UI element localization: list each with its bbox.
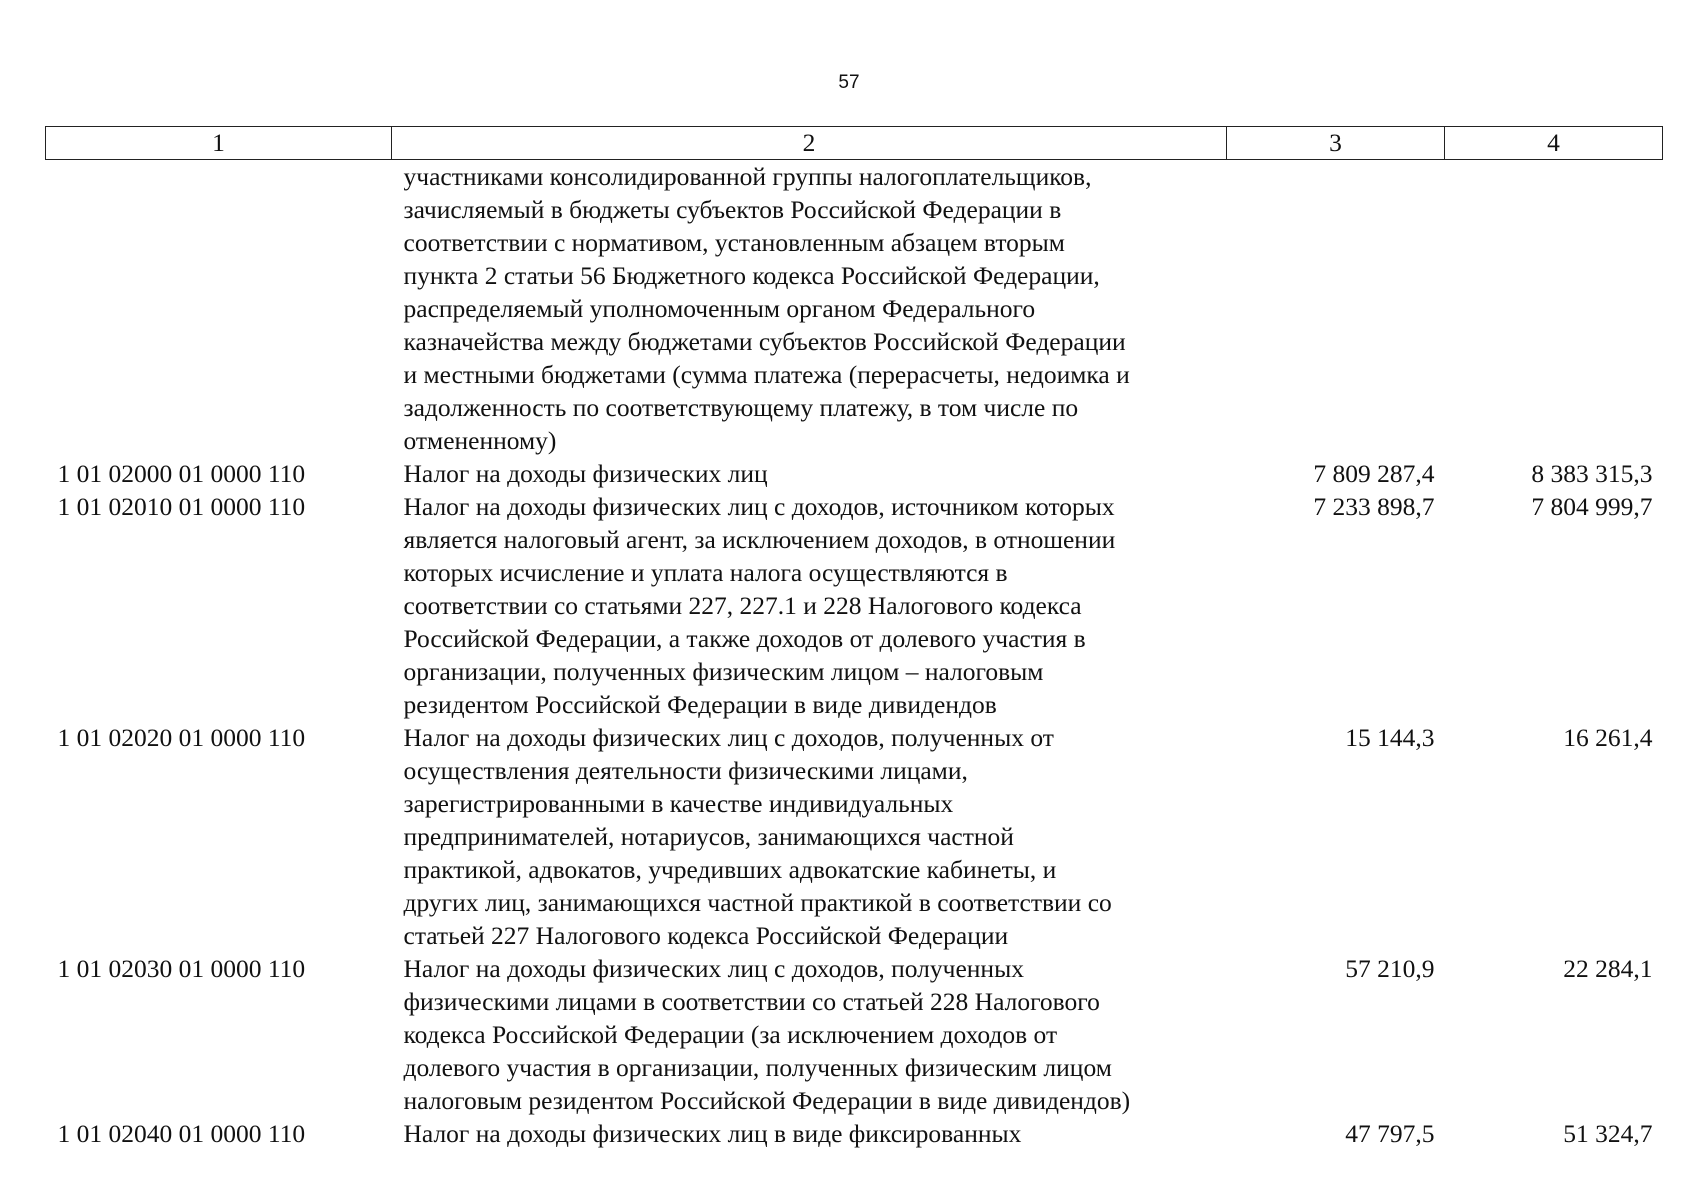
budget-code: 1 01 02020 01 0000 110 bbox=[57, 723, 306, 752]
table-row bbox=[46, 1117, 1663, 1150]
description-line: зачисляемый в бюджеты субъектов Российской Федерации в bbox=[403, 195, 1062, 224]
revenue-table bbox=[45, 126, 1663, 1150]
description-line: долевого участия в организации, полученных физическим лицом bbox=[403, 1053, 1112, 1082]
amount-col-4: 22 284,1 bbox=[1563, 954, 1653, 983]
description-line: других лиц, занимающихся частной практикой в соответствии со bbox=[403, 888, 1112, 917]
description-line: физическими лицами в соответствии со статьей 228 Налогового bbox=[403, 987, 1100, 1016]
amount-col-4 bbox=[1445, 160, 1663, 458]
description-line: Налог на доходы физических лиц с доходов, полученных от bbox=[403, 723, 1054, 752]
table-row bbox=[46, 721, 1663, 952]
amount-col-3: 57 210,9 bbox=[1345, 954, 1435, 983]
revenue-description bbox=[392, 457, 1227, 490]
page-number: 57 bbox=[838, 72, 860, 93]
description-line: распределяемый уполномоченным органом Федерального bbox=[403, 294, 1036, 323]
amount-col-3: 15 144,3 bbox=[1345, 723, 1435, 752]
budget-code: 1 01 02000 01 0000 110 bbox=[57, 459, 306, 488]
description-line: отмененному) bbox=[403, 426, 557, 455]
revenue-description bbox=[392, 952, 1227, 1117]
description-line: Налог на доходы физических лиц с доходов, источником которых bbox=[403, 492, 1115, 521]
header-col-2: 2 bbox=[392, 127, 1227, 160]
header-col-3: 3 bbox=[1227, 127, 1445, 160]
description-line: и местными бюджетами (сумма платежа (перерасчеты, недоимка и bbox=[403, 360, 1130, 389]
description-line: Налог на доходы физических лиц bbox=[403, 459, 768, 488]
revenue-description bbox=[392, 721, 1227, 952]
amount-col-3: 7 809 287,4 bbox=[1313, 459, 1435, 488]
budget-code: 1 01 02010 01 0000 110 bbox=[57, 492, 306, 521]
amount-col-4: 51 324,7 bbox=[1563, 1119, 1653, 1148]
table-row bbox=[46, 490, 1663, 721]
amount-col-3 bbox=[1227, 160, 1445, 458]
amount-col-4: 8 383 315,3 bbox=[1531, 459, 1653, 488]
description-line: резидентом Российской Федерации в виде дивидендов bbox=[403, 690, 997, 719]
table-header bbox=[46, 127, 1663, 160]
amount-col-3: 47 797,5 bbox=[1345, 1119, 1435, 1148]
description-line: Налог на доходы физических лиц в виде фиксированных bbox=[403, 1119, 1022, 1148]
description-line: налоговым резидентом Российской Федерации в виде дивидендов) bbox=[403, 1086, 1131, 1115]
budget-code: 1 01 02040 01 0000 110 bbox=[57, 1119, 306, 1148]
description-line: Российской Федерации, а также доходов от долевого участия в bbox=[403, 624, 1086, 653]
description-line: зарегистрированными в качестве индивидуальных bbox=[403, 789, 954, 818]
revenue-description bbox=[392, 490, 1227, 721]
table-row bbox=[46, 457, 1663, 490]
revenue-description bbox=[392, 1117, 1227, 1150]
header-row bbox=[46, 127, 1663, 160]
description-line: статьей 227 Налогового кодекса Российской Федерации bbox=[403, 921, 1009, 950]
description-line: которых исчисление и уплата налога осуществляются в bbox=[403, 558, 1008, 587]
description-line: осуществления деятельности физическими лицами, bbox=[403, 756, 968, 785]
description-line: задолженность по соответствующему платежу, в том числе по bbox=[403, 393, 1079, 422]
description-line: казначейства между бюджетами субъектов Российской Федерации bbox=[403, 327, 1126, 356]
budget-code bbox=[46, 160, 392, 458]
description-line: предпринимателей, нотариусов, занимающихся частной bbox=[403, 822, 1014, 851]
description-line: участниками консолидированной группы налогоплательщиков, bbox=[403, 162, 1092, 191]
description-line: пункта 2 статьи 56 Бюджетного кодекса Российской Федерации, bbox=[403, 261, 1100, 290]
description-line: Налог на доходы физических лиц с доходов, полученных bbox=[403, 954, 1024, 983]
amount-col-4: 7 804 999,7 bbox=[1531, 492, 1653, 521]
header-col-4: 4 bbox=[1445, 127, 1663, 160]
table-body bbox=[46, 160, 1663, 1151]
description-line: кодекса Российской Федерации (за исключением доходов от bbox=[403, 1020, 1058, 1049]
description-line: является налоговый агент, за исключением доходов, в отношении bbox=[403, 525, 1116, 554]
table-row bbox=[46, 160, 1663, 458]
revenue-description bbox=[392, 160, 1227, 458]
description-line: практикой, адвокатов, учредивших адвокатские кабинеты, и bbox=[403, 855, 1057, 884]
budget-code: 1 01 02030 01 0000 110 bbox=[57, 954, 306, 983]
header-col-1: 1 bbox=[46, 127, 392, 160]
table-row bbox=[46, 952, 1663, 1117]
description-line: организации, полученных физическим лицом – налоговым bbox=[403, 657, 1044, 686]
amount-col-3: 7 233 898,7 bbox=[1313, 492, 1435, 521]
amount-col-4: 16 261,4 bbox=[1563, 723, 1653, 752]
description-line: соответствии с нормативом, установленным абзацем вторым bbox=[403, 228, 1065, 257]
description-line: соответствии со статьями 227, 227.1 и 228 Налогового кодекса bbox=[403, 591, 1082, 620]
